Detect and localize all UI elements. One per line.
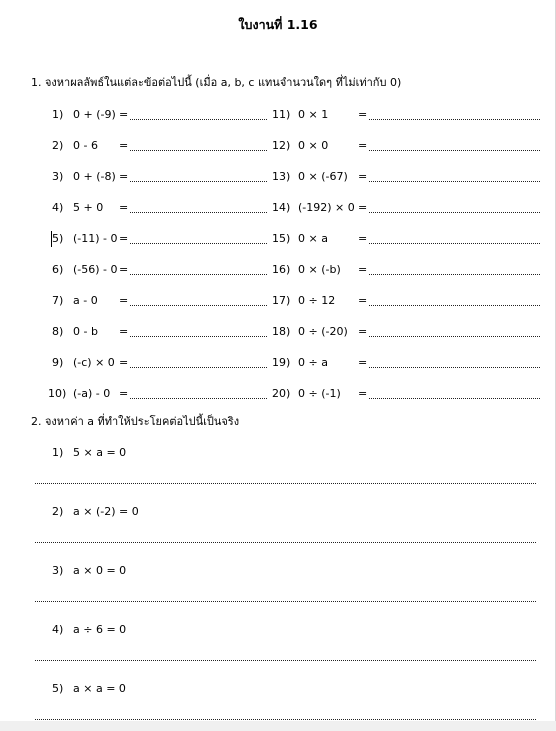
equals-sign: = [119, 356, 129, 369]
answer-line[interactable] [35, 660, 536, 661]
problem-number: 9) [52, 356, 64, 369]
equals-sign: = [119, 387, 129, 400]
equals-sign: = [119, 108, 129, 121]
problem-expression: 0 - b [73, 325, 98, 338]
problem-number: 2) [52, 505, 64, 518]
problem-number: 6) [52, 263, 64, 276]
equals-sign: = [119, 139, 129, 152]
equals-sign: = [358, 232, 368, 245]
problem-expression: (-a) - 0 [73, 387, 111, 400]
problem-expression: a × 0 = 0 [73, 564, 127, 577]
problem-expression: 0 ÷ (-1) [298, 387, 341, 400]
equals-sign: = [119, 201, 129, 214]
answer-blank[interactable] [130, 274, 267, 275]
equals-sign: = [119, 170, 129, 183]
answer-blank[interactable] [369, 119, 540, 120]
answer-line[interactable] [35, 601, 536, 602]
problem-expression: 0 × (-b) [298, 263, 341, 276]
problem-expression: 0 + (-8) [73, 170, 116, 183]
problem-number: 1) [52, 108, 64, 121]
problem-number: 18) [272, 325, 291, 338]
answer-blank[interactable] [130, 367, 267, 368]
problem-expression: 0 ÷ (-20) [298, 325, 348, 338]
answer-line[interactable] [35, 483, 536, 484]
problem-expression: 5 × a = 0 [73, 446, 127, 459]
problem-expression: 0 ÷ a [298, 356, 328, 369]
problem-number: 2) [52, 139, 64, 152]
section2-heading: 2. จงหาค่า a ที่ทำให้ประโยคต่อไปนี้เป็นจริง [31, 415, 240, 428]
answer-blank[interactable] [369, 150, 540, 151]
problem-expression: a × (-2) = 0 [73, 505, 139, 518]
problem-number: 5) [52, 682, 64, 695]
problem-number: 17) [272, 294, 291, 307]
answer-blank[interactable] [369, 398, 540, 399]
answer-blank[interactable] [369, 181, 540, 182]
equals-sign: = [119, 294, 129, 307]
answer-blank[interactable] [130, 398, 267, 399]
answer-blank[interactable] [369, 367, 540, 368]
equals-sign: = [358, 356, 368, 369]
problem-expression: (-192) × 0 [298, 201, 355, 214]
problem-number: 19) [272, 356, 291, 369]
answer-blank[interactable] [130, 150, 267, 151]
problem-expression: 0 × 0 [298, 139, 329, 152]
equals-sign: = [358, 387, 368, 400]
problem-expression: 0 × (-67) [298, 170, 348, 183]
answer-line[interactable] [35, 719, 536, 720]
problem-number: 13) [272, 170, 291, 183]
answer-blank[interactable] [130, 119, 267, 120]
equals-sign: = [119, 263, 129, 276]
problem-number: 7) [52, 294, 64, 307]
problem-number: 15) [272, 232, 291, 245]
equals-sign: = [358, 201, 368, 214]
problem-number: 5) [52, 232, 64, 245]
problem-expression: (-c) × 0 [73, 356, 115, 369]
answer-blank[interactable] [130, 305, 267, 306]
answer-line[interactable] [35, 542, 536, 543]
problem-expression: 5 + 0 [73, 201, 104, 214]
equals-sign: = [358, 325, 368, 338]
answer-blank[interactable] [369, 305, 540, 306]
problem-expression: 0 - 6 [73, 139, 98, 152]
problem-expression: (-56) - 0 [73, 263, 118, 276]
problem-number: 14) [272, 201, 291, 214]
problem-number: 16) [272, 263, 291, 276]
text-cursor [51, 231, 52, 247]
equals-sign: = [358, 294, 368, 307]
problem-expression: 0 × 1 [298, 108, 329, 121]
problem-number: 10) [48, 387, 67, 400]
answer-blank[interactable] [369, 336, 540, 337]
problem-expression: 0 + (-9) [73, 108, 116, 121]
page-footer-band [0, 721, 556, 731]
equals-sign: = [119, 232, 129, 245]
problem-expression: 0 × a [298, 232, 328, 245]
equals-sign: = [358, 263, 368, 276]
problem-number: 20) [272, 387, 291, 400]
answer-blank[interactable] [130, 181, 267, 182]
problem-number: 8) [52, 325, 64, 338]
problem-number: 3) [52, 170, 64, 183]
problem-expression: a ÷ 6 = 0 [73, 623, 127, 636]
problem-expression: a - 0 [73, 294, 98, 307]
problem-number: 1) [52, 446, 64, 459]
problem-number: 12) [272, 139, 291, 152]
equals-sign: = [358, 108, 368, 121]
answer-blank[interactable] [130, 336, 267, 337]
problem-number: 4) [52, 201, 64, 214]
equals-sign: = [358, 139, 368, 152]
equals-sign: = [119, 325, 129, 338]
answer-blank[interactable] [130, 212, 267, 213]
answer-blank[interactable] [369, 274, 540, 275]
problem-expression: a × a = 0 [73, 682, 126, 695]
answer-blank[interactable] [130, 243, 267, 244]
problem-number: 3) [52, 564, 64, 577]
section1-heading: 1. จงหาผลลัพธ์ในแต่ละข้อต่อไปนี้ (เมื่อ a, b, c แทนจำนวนใดๆ ที่ไม่เท่ากับ 0) [31, 76, 402, 89]
answer-blank[interactable] [369, 243, 540, 244]
problem-expression: 0 ÷ 12 [298, 294, 336, 307]
problem-number: 4) [52, 623, 64, 636]
problem-number: 11) [272, 108, 291, 121]
answer-blank[interactable] [369, 212, 540, 213]
equals-sign: = [358, 170, 368, 183]
problem-expression: (-11) - 0 [73, 232, 118, 245]
worksheet-title: ใบงานที่ 1.16 [238, 17, 318, 32]
